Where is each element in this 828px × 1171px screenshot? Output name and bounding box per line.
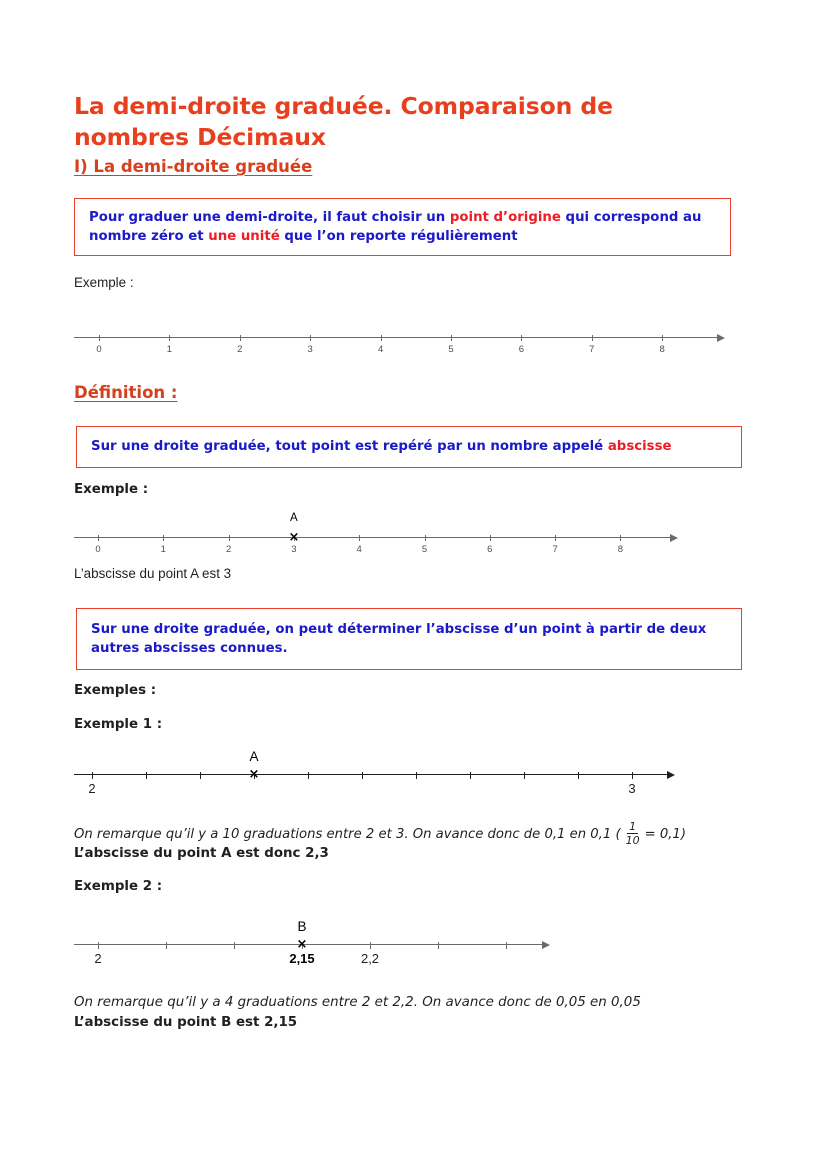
axis-arrow-icon <box>670 534 678 542</box>
rule-1-part-3: que l’on reporte régulièrement <box>279 229 518 244</box>
axis-tick-label: 4 <box>356 544 362 555</box>
section-heading-definition: Définition : <box>74 383 178 402</box>
rule-box-abscisse-text <box>77 437 672 456</box>
rule-2-emphasis-abscisse: abscisse <box>607 439 672 455</box>
axis-tick-label: 6 <box>487 544 493 555</box>
axis-tick <box>662 335 663 341</box>
axis-tick <box>362 772 363 779</box>
axis-tick <box>416 772 417 779</box>
axis-tick <box>99 335 100 341</box>
page-title: La demi-droite graduée. Comparaison de nombres Décimaux <box>74 91 613 151</box>
note-1-text-after: = 0,1) <box>644 827 686 842</box>
text-result-point-b: L’abscisse du point B est 2,15 <box>74 1015 298 1030</box>
label-exemple-2: Exemple 2 : <box>74 879 163 894</box>
axis-arrow-icon <box>717 334 725 342</box>
axis-tick <box>425 535 426 541</box>
axis-tick <box>632 772 633 779</box>
axis-tick-label: 2,2 <box>360 951 380 966</box>
axis-tick <box>229 535 230 541</box>
axis-tick-label: 5 <box>448 344 454 355</box>
rule-1-emphasis-unite: une unité <box>208 229 280 244</box>
point-marker-a: × <box>288 530 300 545</box>
rule-box-graduation <box>74 198 731 256</box>
number-line-exemple-1 <box>0 749 828 812</box>
point-label-b: B <box>297 919 307 934</box>
point-label-a: A <box>249 749 259 764</box>
axis-tick-label: 3 <box>628 781 636 796</box>
axis-tick <box>169 335 170 341</box>
point-marker-b: × <box>296 937 308 952</box>
label-exemples: Exemples : <box>74 683 157 698</box>
axis-tick-label: 8 <box>659 344 665 355</box>
number-line-0-to-8 <box>0 315 828 375</box>
fraction-one-tenth <box>624 821 642 846</box>
label-exemple-intro: Exemple : <box>74 275 134 290</box>
axis-tick-label: 0 <box>96 344 102 355</box>
point-marker-a: × <box>248 767 260 782</box>
axis-tick <box>359 535 360 541</box>
axis-tick <box>592 335 593 341</box>
axis-tick <box>146 772 147 779</box>
axis-tick <box>381 335 382 341</box>
axis-tick-label: 2 <box>237 344 243 355</box>
rule-box-abscisse <box>76 426 742 468</box>
axis-tick <box>234 942 235 949</box>
rule-box-determiner-abscisse <box>76 608 742 670</box>
axis-line <box>74 337 718 338</box>
axis-tick <box>163 535 164 541</box>
rule-1-emphasis-origine: point d’origine <box>449 209 561 225</box>
axis-tick-label: 7 <box>552 544 558 555</box>
axis-tick <box>470 772 471 779</box>
axis-tick <box>506 942 507 949</box>
rule-box-graduation-text <box>75 208 730 247</box>
rule-1-part-2: qui correspond au nombre zéro et <box>89 209 702 244</box>
axis-tick-label: 1 <box>166 344 173 355</box>
label-exemple-1: Exemple 1 : <box>74 717 163 732</box>
label-exemple-abscisse: Exemple : <box>74 482 149 497</box>
text-result-point-a: L’abscisse du point A est donc 2,3 <box>74 846 329 861</box>
axis-tick-label: 8 <box>617 544 624 555</box>
rule-1-part-1: Pour graduer une demi-droite, il faut choisir un <box>89 209 450 225</box>
axis-tick <box>308 772 309 779</box>
axis-line <box>74 944 543 945</box>
rule-3-part-1: Sur une droite graduée, on peut déterminer l’abscisse d’un point à partir de deux autres abscisses connues. <box>91 621 707 656</box>
axis-tick <box>98 942 99 949</box>
axis-tick <box>370 942 371 949</box>
note-graduations-10 <box>74 822 686 847</box>
axis-tick-label: 7 <box>589 344 595 355</box>
axis-tick-label: 4 <box>377 344 384 355</box>
axis-tick-label: 1 <box>160 544 166 555</box>
axis-tick-label: 6 <box>518 344 525 355</box>
fraction-denominator: 10 <box>625 834 640 847</box>
axis-tick <box>620 535 621 541</box>
axis-tick <box>92 772 93 779</box>
axis-tick <box>521 335 522 341</box>
axis-arrow-icon <box>667 771 675 779</box>
number-line-exemple-2 <box>0 919 828 982</box>
note-graduations-4: On remarque qu’il y a 4 graduations entre 2 et 2,2. On avance donc de 0,05 en 0,05 <box>74 995 641 1010</box>
axis-tick-label: 2 <box>225 544 232 555</box>
axis-tick <box>524 772 525 779</box>
axis-tick-label: 3 <box>291 544 297 555</box>
axis-tick-label: 5 <box>421 544 428 555</box>
axis-tick-label: 0 <box>95 544 101 555</box>
axis-tick <box>490 535 491 541</box>
axis-tick <box>578 772 579 779</box>
axis-tick <box>166 942 167 949</box>
axis-tick <box>555 535 556 541</box>
rule-2-part-1: Sur une droite graduée, tout point est repéré par un nombre appelé <box>91 439 608 455</box>
axis-tick <box>310 335 311 341</box>
axis-tick-label: 2 <box>88 781 96 796</box>
section-heading-1: I) La demi-droite graduée <box>74 157 313 176</box>
note-1-text-before: On remarque qu’il y a 10 graduations entre 2 et 3. On avance donc de 0,1 en 0,1 ( <box>74 827 621 842</box>
axis-tick <box>98 535 99 541</box>
axis-tick <box>240 335 241 341</box>
axis-tick-label: 2,15 <box>289 951 315 966</box>
axis-tick-label: 2 <box>94 951 102 966</box>
axis-tick-label: 3 <box>307 344 313 355</box>
axis-tick <box>438 942 439 949</box>
axis-arrow-icon <box>542 941 550 949</box>
point-label-a: A <box>290 512 298 524</box>
text-abscisse-point-a: L’abscisse du point A est 3 <box>74 566 232 581</box>
fraction-numerator: 1 <box>629 820 637 833</box>
axis-tick <box>200 772 201 779</box>
axis-tick <box>451 335 452 341</box>
rule-box-determiner-abscisse-text <box>77 620 741 659</box>
